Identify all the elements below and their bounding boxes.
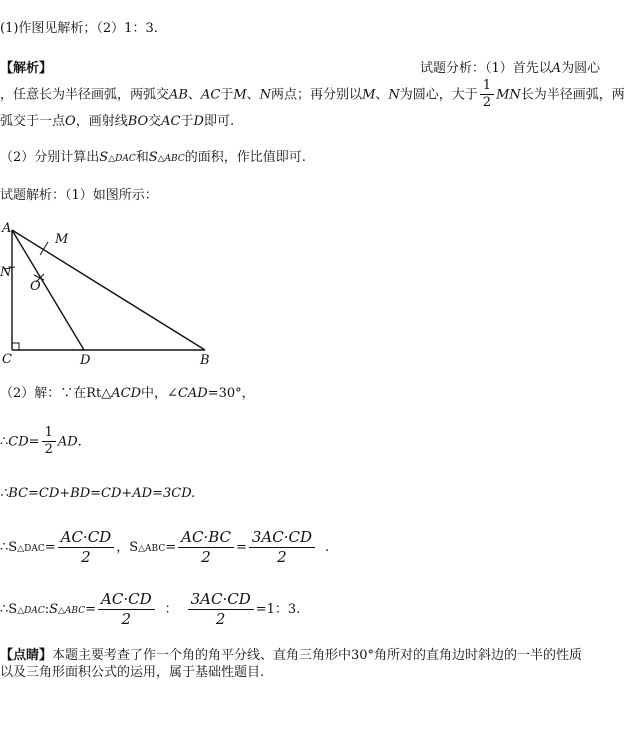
analysis-title: 试题分析：（1）首先以A为圆心 bbox=[420, 61, 601, 76]
label-o: O bbox=[30, 279, 41, 294]
label-m: M bbox=[55, 232, 69, 247]
label-a: A bbox=[2, 221, 12, 236]
jiexi-tag: 【解析】 bbox=[0, 61, 53, 76]
label-c: C bbox=[2, 352, 12, 367]
frac-3ac-cd: $\frac{3AC\cdot CD}{2}$ bbox=[249, 528, 315, 567]
analysis-line-3: 弧交于一点O，画射线BO交AC于D即可. bbox=[0, 114, 235, 129]
right-angle-mark bbox=[12, 343, 19, 350]
dianjing-line-1: 【点睛】本题主要考查了作一个角的角平分线、直角三角形中30°角所对的直角边时斜边的一半的性质 bbox=[0, 648, 583, 663]
label-b: B bbox=[200, 353, 210, 368]
cd-equation: ∴CD= $\frac{1}{2}$ AD. bbox=[0, 425, 82, 458]
ratio-frac-3ac-cd: $\frac{3AC\cdot CD}{2}$ bbox=[188, 590, 254, 629]
cd-half-fraction: $\frac{1}{2}$ bbox=[42, 425, 56, 459]
half-fraction: $\frac{1}{2}$ bbox=[480, 78, 494, 112]
answer-line: (1)作图见解析；（2）1：3. bbox=[0, 21, 158, 36]
frac-ac-bc: $\frac{AC\cdot BC}{2}$ bbox=[178, 528, 234, 567]
label-d: D bbox=[80, 353, 91, 368]
area-equation: ∴S△DAC= $\frac{AC\cdot CD}{2}$ ，S△ABC= $\frac{AC\cdot BC}{2}$ = $\frac{3AC\cdot CD}{2}$ . bbox=[0, 528, 330, 566]
bc-equation: ∴BC=CD+BD=CD+AD=3CD. bbox=[0, 486, 196, 501]
ratio-equation: ∴S△DAC:S△ABC= $\frac{AC\cdot CD}{2}$ ： $\frac{3AC\cdot CD}{2}$ =1：3. bbox=[0, 590, 301, 628]
bisector-ad bbox=[12, 230, 84, 350]
dianjing-line-2: 以及三角形面积公式的运用，属于基础性题目. bbox=[0, 665, 265, 680]
side-ab bbox=[12, 230, 205, 350]
label-n: N bbox=[0, 265, 12, 280]
analysis-step-2: （2）分别计算出S△DAC和S△ABC的面积，作比值即可. bbox=[0, 150, 306, 165]
solution-step-2: （2）解：∵在Rt△ACD中，∠CAD=30°， bbox=[0, 386, 255, 401]
analysis-line-2: ，任意长为半径画弧，两弧交AB、AC于M、N两点；再分别以M、N为圆心，大于 $\frac{1}{2}$ MN长为半径画弧，两 bbox=[0, 78, 625, 111]
triangle-diagram bbox=[0, 220, 230, 370]
frac-ac-cd: $\frac{AC\cdot CD}{2}$ bbox=[58, 528, 115, 567]
solution-title: 试题解析：（1）如图所示： bbox=[0, 188, 158, 203]
ratio-frac-ac-cd: $\frac{AC\cdot CD}{2}$ bbox=[98, 590, 155, 629]
